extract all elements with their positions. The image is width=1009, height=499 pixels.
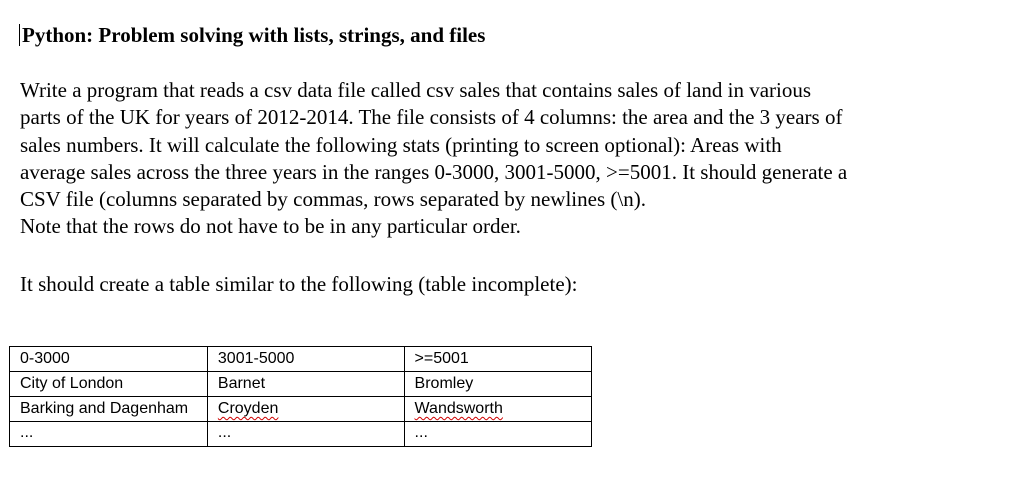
- table-cell: Barking and Dagenham: [10, 397, 208, 422]
- document-title: Python: Problem solving with lists, strings, and files: [22, 23, 486, 47]
- problem-description: [20, 77, 995, 241]
- paragraph-line: average sales across the three years in the ranges 0-3000, 3001-5000, >=5001. It should generate a: [20, 159, 848, 184]
- header-cell-5001-plus: >=5001: [404, 347, 591, 372]
- text-cursor: [19, 24, 20, 46]
- results-table: [9, 346, 592, 447]
- table-cell: Barnet: [207, 372, 404, 397]
- table-cell: ...: [207, 422, 404, 447]
- table-cell: [404, 397, 591, 422]
- table-cell: ...: [10, 422, 208, 447]
- table-row: [10, 422, 592, 447]
- table-cell: [207, 397, 404, 422]
- paragraph-line: parts of the UK for years of 2012-2014. The file consists of 4 columns: the area and the 3 years of: [20, 105, 843, 130]
- table-header-row: [10, 347, 592, 372]
- header-cell-3001-5000: 3001-5000: [207, 347, 404, 372]
- paragraph-line: sales numbers. It will calculate the following stats (printing to screen optional): Areas with: [20, 132, 782, 157]
- table-row: [10, 372, 592, 397]
- paragraph-line: Write a program that reads a csv data file called csv sales that contains sales of land in various: [20, 78, 812, 102]
- paragraph-line: Note that the rows do not have to be in any particular order.: [20, 214, 521, 239]
- spellcheck-word: Croyden: [217, 400, 279, 417]
- table-cell: City of London: [10, 372, 208, 397]
- spellcheck-word: Wandsworth: [414, 400, 503, 417]
- table-intro: It should create a table similar to the following (table incomplete):: [20, 272, 578, 296]
- table-cell: Bromley: [404, 372, 591, 397]
- table-cell: ...: [404, 422, 591, 447]
- paragraph-line: CSV file (columns separated by commas, rows separated by newlines (\n).: [20, 187, 646, 212]
- header-cell-0-3000: 0-3000: [10, 347, 208, 372]
- table-row: [10, 397, 592, 422]
